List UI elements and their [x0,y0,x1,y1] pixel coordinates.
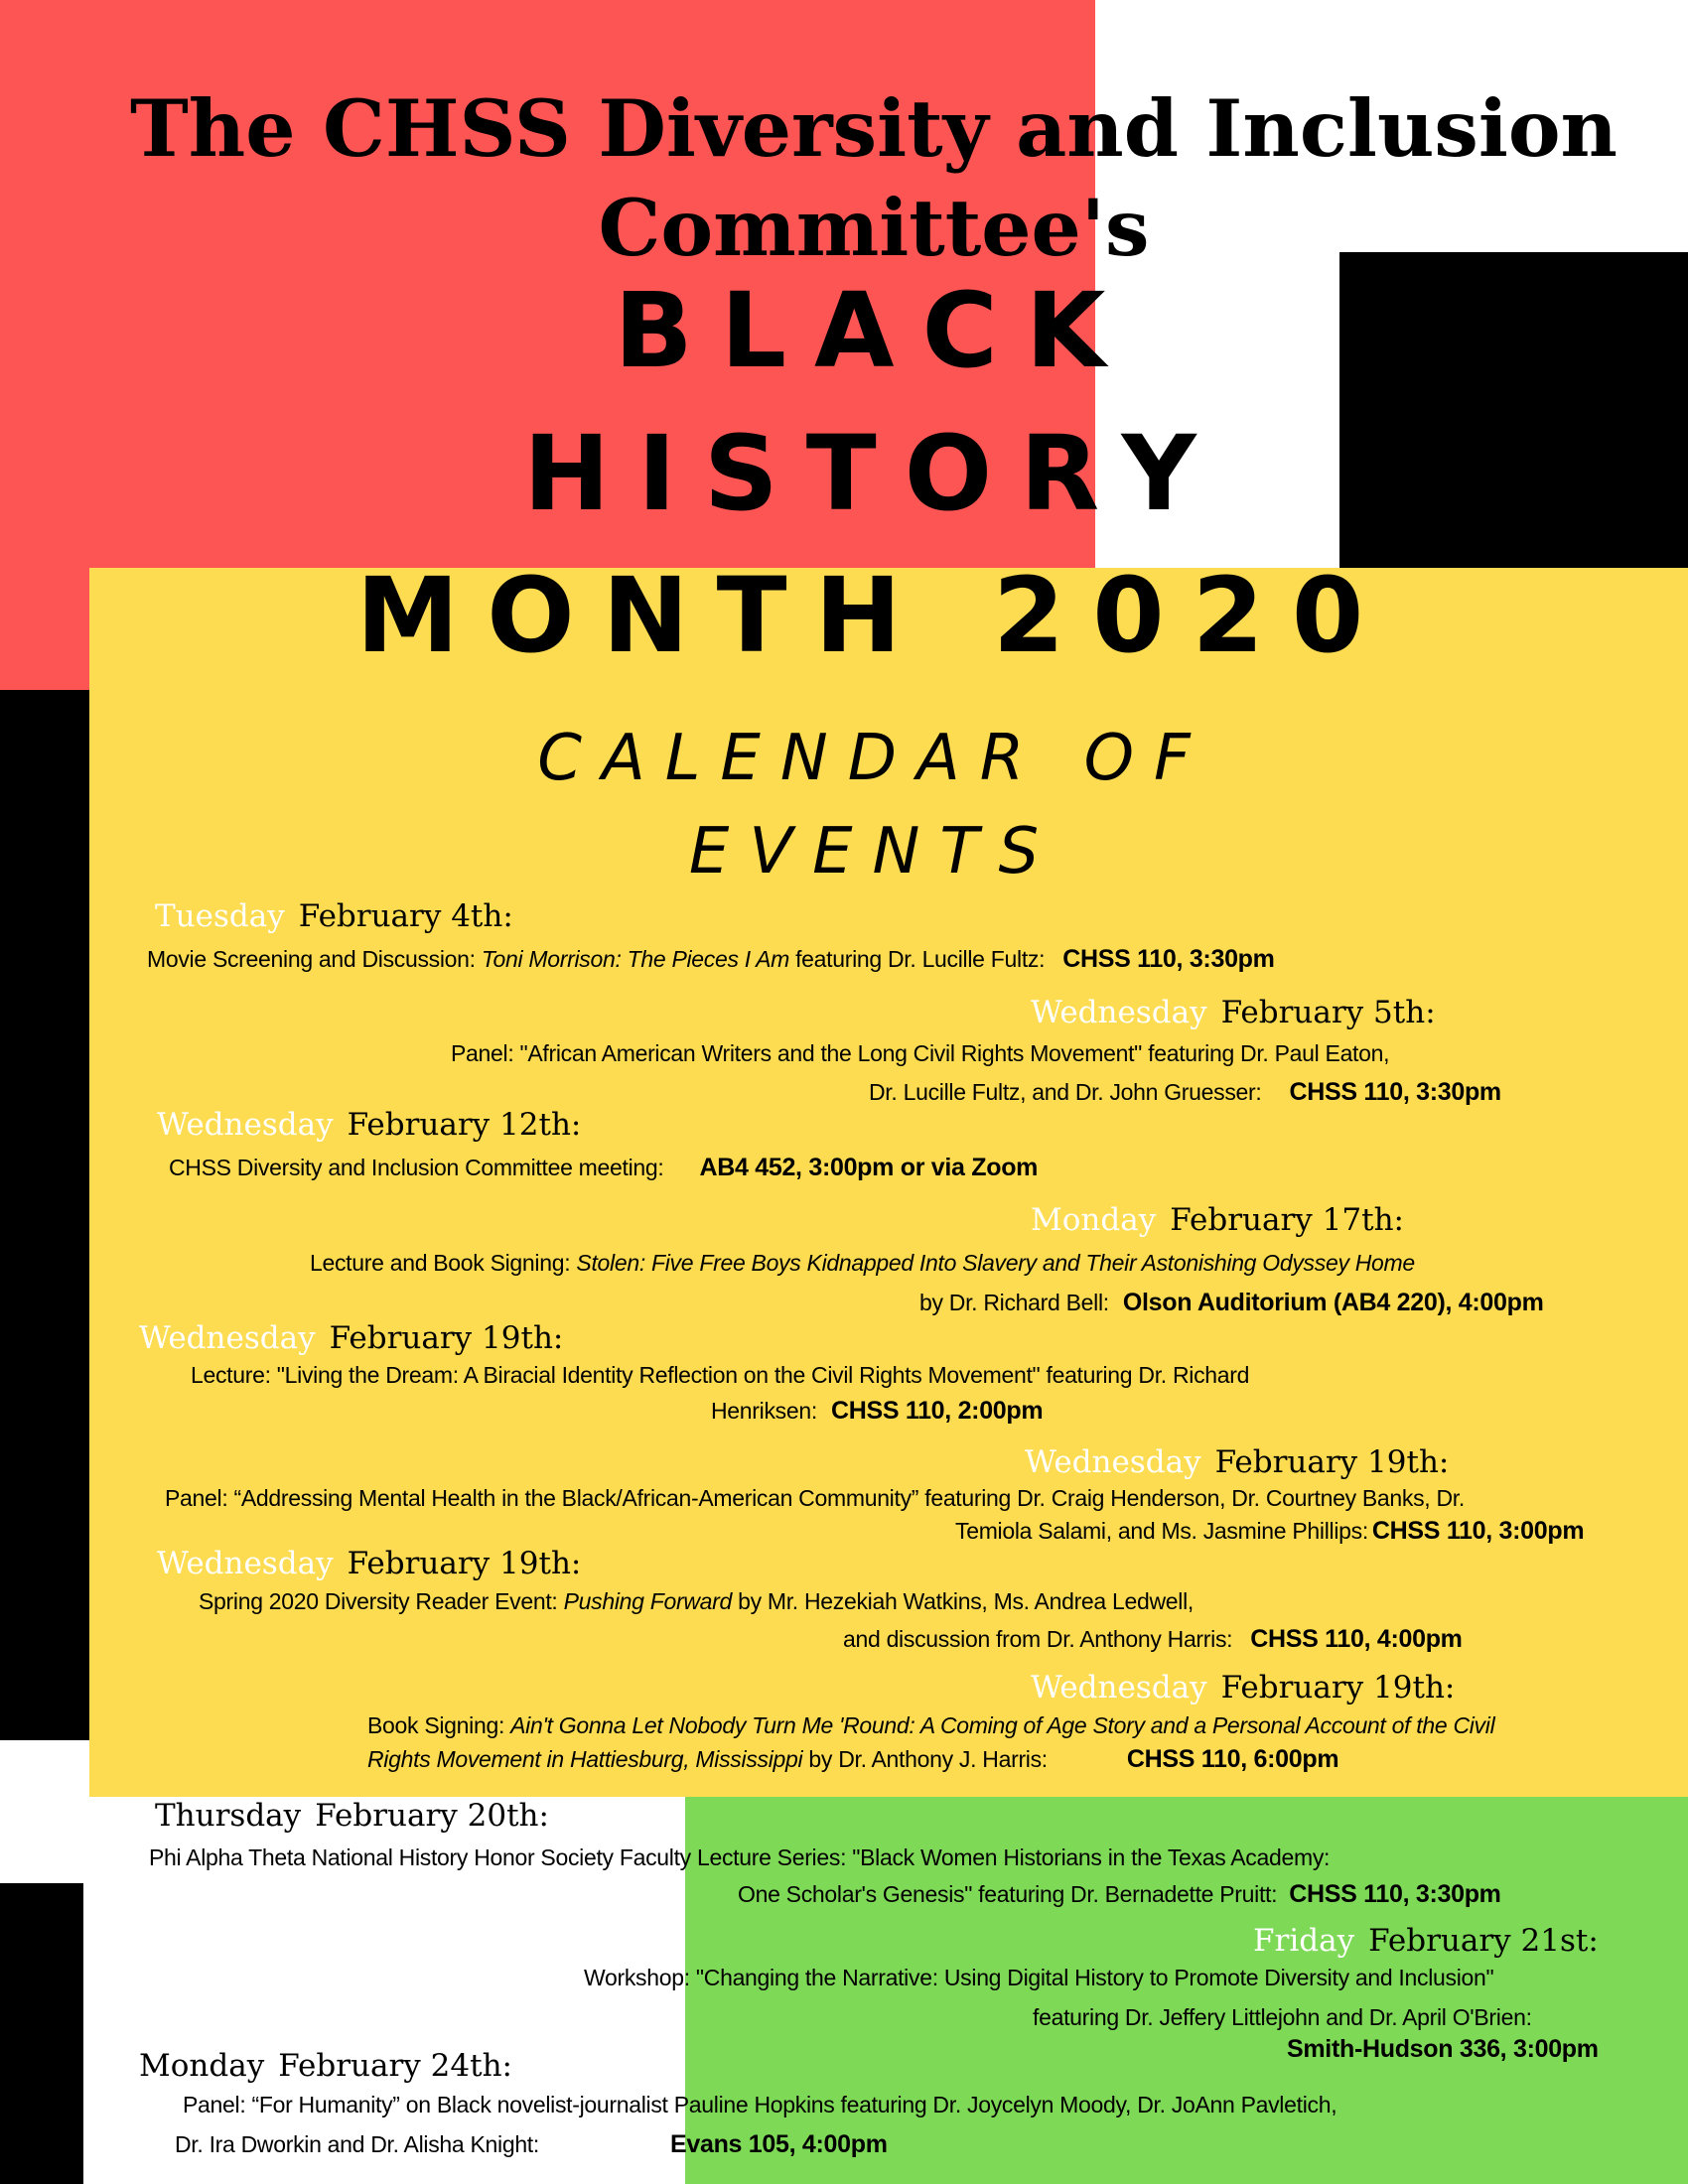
event-11-description-line1: Panel: “For Humanity” on Black novelist-journalist Pauline Hopkins featuring Dr. Joycelyn Moody, Dr. JoAnn Pavletich, [183,2092,1337,2117]
event-9-description-line2: One Scholar's Genesis" featuring Dr. Bernadette Pruitt: CHSS 110, 3:30pm [738,1880,1501,1908]
event-8-description-line1: Book Signing: Ain't Gonna Let Nobody Turn Me 'Round: A Coming of Age Story and a Personal Account of the Civil [367,1712,1495,1738]
event-4-location: Olson Auditorium (AB4 220), 4:00pm [1122,1289,1544,1316]
event-1-date: Tuesday February 4th: [155,898,513,934]
event-3-weekday: Wednesday [157,1107,334,1143]
event-5-description-line1: Lecture: "Living the Dream: A Biracial Identity Reflection on the Civil Rights Movement" featuring Dr. Richard [191,1362,1250,1388]
event-7-location: CHSS 110, 4:00pm [1250,1625,1463,1653]
event-8-weekday: Wednesday [1031,1670,1207,1706]
event-8-location: CHSS 110, 6:00pm [1126,1745,1339,1773]
event-5-location: CHSS 110, 2:00pm [830,1397,1044,1425]
event-2-date: Wednesday February 5th: [1031,995,1436,1030]
event-11-date: Monday February 24th: [139,2048,512,2084]
committee-title-line1: The CHSS Diversity and Inclusion [130,82,1618,175]
event-4-date: Monday February 17th: [1031,1202,1404,1238]
title-month-2020: MONTH 2020 [355,555,1392,676]
event-7-description-line2: and discussion from Dr. Anthony Harris: CHSS 110, 4:00pm [843,1625,1463,1653]
event-6-description-line1: Panel: “Addressing Mental Health in the Black/African-American Community” featuring Dr. Craig Henderson, Dr. Courtney Banks, Dr. [165,1485,1465,1511]
event-9-location: CHSS 110, 3:30pm [1289,1880,1501,1908]
event-10-description-line2: featuring Dr. Jeffery Littlejohn and Dr. April O'Brien: [1033,2004,1532,2030]
event-2-description-line1: Panel: "African American Writers and the Long Civil Rights Movement" featuring Dr. Paul Eaton, [451,1040,1390,1066]
event-1-description: Movie Screening and Discussion: Toni Morrison: The Pieces I Am featuring Dr. Lucille Fultz: CHSS 110, 3:30pm [147,945,1275,973]
black-block-bottom-left [0,1883,83,2184]
event-3-description: CHSS Diversity and Inclusion Committee meeting: AB4 452, 3:00pm or via Zoom [169,1154,1039,1181]
event-2-location: CHSS 110, 3:30pm [1289,1078,1501,1106]
event-11-description-line2: Dr. Ira Dworkin and Dr. Alisha Knight: Evans 105, 4:00pm [175,2130,888,2158]
committee-title-line2: Committee's [598,182,1150,274]
event-9-description-line1: Phi Alpha Theta National History Honor Society Faculty Lecture Series: "Black Women Historians in the Texas Academy: [149,1844,1331,1870]
event-5-weekday: Wednesday [139,1320,316,1356]
event-8-date: Wednesday February 19th: [1031,1670,1456,1706]
calendar-heading-line1: CALENDAR OF [537,722,1210,795]
event-10-description-line1: Workshop: "Changing the Narrative: Using Digital History to Promote Diversity and Inclusion" [584,1965,1494,1990]
event-10-weekday: Friday [1253,1923,1355,1959]
event-3-date: Wednesday February 12th: [157,1107,582,1143]
event-8-description-line2: Rights Movement in Hattiesburg, Mississippi by Dr. Anthony J. Harris: CHSS 110, 6:00pm [367,1745,1339,1773]
calendar-heading-line2: EVENTS [688,815,1059,888]
event-2-description-line2: Dr. Lucille Fultz, and Dr. John Gruesser: CHSS 110, 3:30pm [869,1078,1501,1106]
event-3-location: AB4 452, 3:00pm or via Zoom [699,1154,1039,1181]
title-black: BLACK [614,270,1134,391]
event-1-location: CHSS 110, 3:30pm [1062,945,1275,973]
event-6-weekday: Wednesday [1025,1444,1201,1480]
event-11-weekday: Monday [139,2048,265,2084]
event-5-date: Wednesday February 19th: [139,1320,564,1356]
event-9-date: Thursday February 20th: [155,1798,549,1834]
event-4-description-line2: by Dr. Richard Bell: Olson Auditorium (AB4 220), 4:00pm [919,1289,1544,1316]
event-11-location: Evans 105, 4:00pm [670,2130,888,2158]
event-2-weekday: Wednesday [1031,995,1207,1030]
event-6-date: Wednesday February 19th: [1025,1444,1450,1480]
event-6-location: CHSS 110, 3:00pm [1371,1517,1585,1545]
event-10-date: Friday February 21st: [1253,1923,1599,1959]
committee-title [0,79,1688,278]
event-1-weekday: Tuesday [155,898,285,934]
event-7-date: Wednesday February 19th: [157,1546,582,1581]
event-5-description-line2: Henriksen: CHSS 110, 2:00pm [711,1397,1044,1425]
event-4-description-line1: Lecture and Book Signing: Stolen: Five Free Boys Kidnapped Into Slavery and Their Astonishing Odyssey Home [310,1250,1415,1276]
title-history: HISTORY [523,413,1224,534]
event-4-weekday: Monday [1031,1202,1157,1238]
event-6-description-line2: Temiola Salami, and Ms. Jasmine Phillips: CHSS 110, 3:00pm [955,1517,1585,1545]
event-7-weekday: Wednesday [157,1546,334,1581]
event-10-location: Smith-Hudson 336, 3:00pm [1287,2035,1599,2063]
event-7-description-line1: Spring 2020 Diversity Reader Event: Pushing Forward by Mr. Hezekiah Watkins, Ms. Andrea Ledwell, [199,1588,1194,1614]
event-9-weekday: Thursday [155,1798,302,1834]
